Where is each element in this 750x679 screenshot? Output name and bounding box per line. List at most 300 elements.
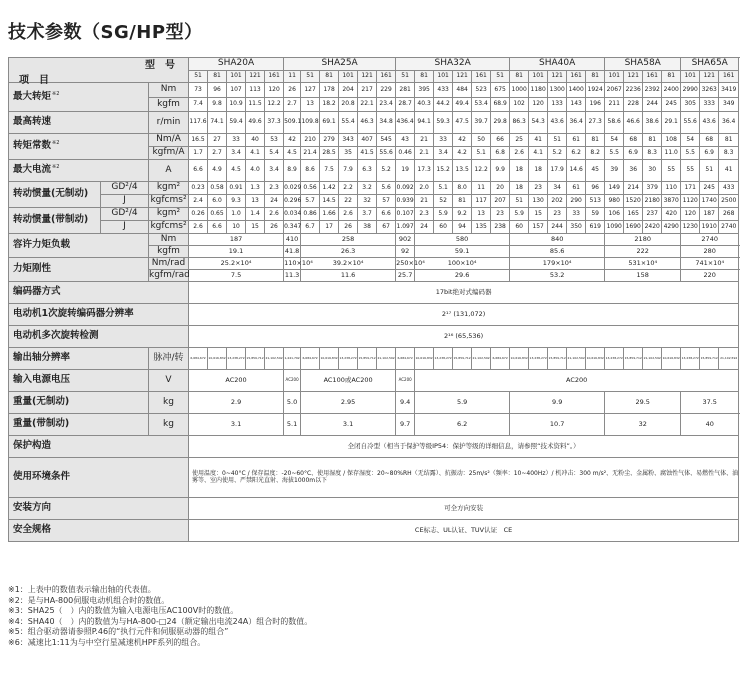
- unit-cell: A: [149, 160, 189, 182]
- row-label-text: 安装方向: [13, 502, 52, 514]
- value-cell: 1300: [548, 83, 567, 98]
- value-cell: 25.7: [396, 270, 415, 282]
- footnote-ref: ※2: [52, 164, 60, 171]
- value-cell: 2.95: [301, 392, 396, 414]
- value-cell: 5.6: [377, 182, 396, 195]
- value-cell: 26: [284, 83, 301, 98]
- row-out-res: [9, 348, 739, 370]
- value-cell: 0.029: [284, 182, 301, 195]
- value-cell: 12.2: [472, 160, 491, 182]
- value-cell: 117: [472, 195, 491, 208]
- ratio-header: 81: [415, 71, 434, 83]
- value-cell: 110: [662, 182, 681, 195]
- value-cell: 108: [662, 134, 681, 147]
- row-mounting: [9, 498, 739, 520]
- value-cell: 55.4: [339, 112, 358, 134]
- value-cell: 3.4: [265, 160, 284, 182]
- value-cell: 202: [548, 195, 567, 208]
- unit-cell: kgfcms²: [149, 221, 189, 234]
- value-cell: 13,238,272: [605, 348, 624, 370]
- value-cell: 5.5: [681, 147, 700, 160]
- value-cell: 34.8: [377, 112, 396, 134]
- row-label: [9, 348, 149, 370]
- value-cell: 4.5: [284, 147, 301, 160]
- value-cell: 58.6: [605, 112, 624, 134]
- row-label-text: 转矩常数: [13, 140, 52, 152]
- value-cell: 250×10⁴: [396, 258, 415, 270]
- value-cell: 54: [605, 134, 624, 147]
- value-cell: 32: [358, 195, 377, 208]
- value-cell: 5.7: [301, 195, 320, 208]
- value-cell: 38: [358, 221, 377, 234]
- value-cell: 18: [510, 182, 529, 195]
- value-cell: 73: [189, 83, 208, 98]
- value-cell: 513: [586, 195, 605, 208]
- value-cell: 1090: [605, 221, 624, 234]
- value-cell: 46.6: [624, 112, 643, 134]
- footnote-line: ※2：是与HA-800伺服电动机组合时的数值。: [8, 595, 170, 605]
- value-cell: 1.0: [227, 208, 246, 221]
- value-cell: 187: [189, 234, 284, 246]
- value-cell: 5.1: [472, 147, 491, 160]
- full-value-cell: 2¹⁶ (65,536): [189, 326, 739, 348]
- value-cell: 2.3: [415, 208, 434, 221]
- full-value-cell: 全闭自冷型（相当于保护等级IP54：保护等级的详细信息，请参照“技术资料”。）: [189, 436, 739, 458]
- value-cell: 135: [472, 221, 491, 234]
- row-label-text: 安全规格: [13, 524, 52, 536]
- value-cell: 21,102,592: [265, 348, 284, 370]
- value-cell: 9.9: [491, 160, 510, 182]
- value-cell: 94: [453, 221, 472, 234]
- ratio-header: 161: [567, 71, 586, 83]
- value-cell: 211: [605, 98, 624, 112]
- value-cell: 5.0: [284, 392, 301, 414]
- value-cell: 29.5: [605, 392, 681, 414]
- value-cell: 6.6: [377, 208, 396, 221]
- value-cell: 107: [227, 83, 246, 98]
- value-cell: AC200: [284, 370, 301, 392]
- value-cell: 8.6: [301, 160, 320, 182]
- value-cell: 1.3: [246, 182, 265, 195]
- value-cell: 1.42: [320, 182, 339, 195]
- value-cell: 2180: [605, 234, 681, 246]
- unit-cell: kgm²: [149, 182, 189, 195]
- value-cell: 6.8: [491, 147, 510, 160]
- value-cell: 0.347: [284, 221, 301, 234]
- full-value-cell: 使用温度：0~40°C / 保存温度：-20~60°C、使用湿度 / 保存湿度：20~80%RH（无结露）、抗振动：25m/s²（频率：10~400Hz）/ 机冲击：300 m/s²、无粉尘、金属粉、腐蚀性气体、易燃性气体、油雾等、室内使用、严禁阳光直射、海拔1000m以下: [189, 458, 739, 498]
- ratio-header: 121: [624, 71, 643, 83]
- ratio-header: 11: [284, 71, 301, 83]
- value-cell: 9.3: [227, 195, 246, 208]
- row-label: [9, 160, 149, 182]
- value-cell: 6.3: [358, 160, 377, 182]
- value-cell: 281: [396, 83, 415, 98]
- row-protection: [9, 436, 739, 458]
- value-cell: 1.66: [320, 208, 339, 221]
- value-cell: 3.4: [227, 147, 246, 160]
- row-label-text: 最高转速: [13, 116, 52, 128]
- value-cell: 22.1: [358, 98, 377, 112]
- value-cell: 10,616,832: [586, 348, 605, 370]
- row-label: [9, 326, 189, 348]
- value-cell: 20: [491, 182, 510, 195]
- value-cell: 43.6: [700, 112, 719, 134]
- value-cell: 13: [246, 195, 265, 208]
- ratio-header: 101: [434, 71, 453, 83]
- value-cell: 187: [700, 208, 719, 221]
- value-cell: 5.4: [265, 147, 284, 160]
- value-cell: 25: [510, 134, 529, 147]
- value-cell: 23: [548, 208, 567, 221]
- value-cell: 0.296: [284, 195, 301, 208]
- value-cell: 55: [662, 160, 681, 182]
- value-cell: 55.6: [377, 147, 396, 160]
- value-cell: 38.6: [643, 112, 662, 134]
- value-cell: 3.2: [358, 182, 377, 195]
- value-cell: 53.2: [510, 270, 605, 282]
- ratio-header: 101: [529, 71, 548, 83]
- footnote-line: ※3：SHA25（ ）内的数值为输入电源电压AC100V时的数值。: [8, 606, 239, 616]
- symbol-cell: GD²/4: [101, 182, 149, 195]
- value-cell: 2400: [662, 83, 681, 98]
- row-label: [9, 182, 101, 208]
- value-cell: 229: [377, 83, 396, 98]
- value-cell: 40: [246, 134, 265, 147]
- ratio-header: 161: [377, 71, 396, 83]
- value-cell: 2.6: [510, 147, 529, 160]
- value-cell: 0.86: [301, 208, 320, 221]
- row-label-text: 重量(带制动): [13, 418, 70, 430]
- value-cell: 110×10⁴: [284, 258, 301, 270]
- value-cell: 23.4: [377, 98, 396, 112]
- value-cell: 6,684,672: [189, 348, 208, 370]
- value-cell: 7.5: [189, 270, 284, 282]
- value-cell: 51: [510, 195, 529, 208]
- value-cell: 484: [453, 83, 472, 98]
- value-cell: 3263: [700, 83, 719, 98]
- value-cell: 15,859,712: [700, 348, 719, 370]
- value-cell: 33: [227, 134, 246, 147]
- value-cell: 47.5: [453, 112, 472, 134]
- value-cell: 39: [605, 160, 624, 182]
- value-cell: 220: [681, 270, 739, 282]
- value-cell: 245: [700, 182, 719, 195]
- value-cell: 52: [434, 195, 453, 208]
- value-cell: 5.9: [434, 208, 453, 221]
- value-cell: 0.034: [284, 208, 301, 221]
- value-cell: 41.5: [358, 147, 377, 160]
- value-cell: 127: [301, 83, 320, 98]
- value-cell: 3419: [719, 83, 739, 98]
- value-cell: 35: [339, 147, 358, 160]
- value-cell: 10,616,832: [320, 348, 339, 370]
- row-label: [9, 83, 149, 112]
- value-cell: 42: [453, 134, 472, 147]
- value-cell: 55: [681, 160, 700, 182]
- value-cell: 545: [377, 134, 396, 147]
- row-label-text: 转动惯量(带制动): [13, 214, 89, 226]
- value-cell: 57: [377, 195, 396, 208]
- value-cell: 28.7: [396, 98, 415, 112]
- ratio-header: 51: [189, 71, 208, 83]
- value-cell: 1910: [700, 221, 719, 234]
- row-label: [9, 112, 149, 134]
- value-cell: 15,859,712: [358, 348, 377, 370]
- value-cell: 37.3: [265, 112, 284, 134]
- value-cell: 5.9: [510, 208, 529, 221]
- ratio-header: 81: [662, 71, 681, 83]
- row-label-text: 输入电源电压: [13, 374, 71, 386]
- value-cell: 980: [605, 195, 624, 208]
- row-max-torque-nm: [9, 83, 739, 98]
- unit-cell: kgfm: [149, 246, 189, 258]
- row-voltage: [9, 370, 739, 392]
- value-cell: 3.1: [301, 414, 396, 436]
- value-cell: 53.4: [472, 98, 491, 112]
- value-cell: 675: [491, 83, 510, 98]
- value-cell: 1230: [681, 221, 700, 234]
- value-cell: 1400: [567, 83, 586, 98]
- value-cell: 258: [301, 234, 396, 246]
- row-label: [9, 370, 149, 392]
- value-cell: 34: [548, 182, 567, 195]
- value-cell: 2.6: [189, 221, 208, 234]
- value-cell: 165: [624, 208, 643, 221]
- value-cell: 0.91: [227, 182, 246, 195]
- value-cell: 214: [624, 182, 643, 195]
- value-cell: 5.5: [605, 147, 624, 160]
- value-cell: 29.6: [415, 270, 510, 282]
- row-label: [9, 498, 189, 520]
- value-cell: 5.1: [284, 414, 301, 436]
- value-cell: 2067: [605, 83, 624, 98]
- value-cell: 0.23: [189, 182, 208, 195]
- value-cell: 28.5: [320, 147, 339, 160]
- value-cell: 106: [605, 208, 624, 221]
- value-cell: 13,238,272: [339, 348, 358, 370]
- value-cell: 68: [624, 134, 643, 147]
- row-safety: [9, 520, 739, 542]
- row-allow-load-nm: [9, 234, 739, 246]
- value-cell: 54.3: [529, 112, 548, 134]
- unit-cell: Nm: [149, 83, 189, 98]
- value-cell: 7.5: [320, 160, 339, 182]
- full-value-cell: 17bit绝对式编码器: [189, 282, 739, 304]
- value-cell: 5.9: [415, 392, 510, 414]
- value-cell: 244: [643, 98, 662, 112]
- footnote-ref: ※2: [52, 140, 60, 147]
- value-cell: 149: [605, 182, 624, 195]
- unit-cell: Nm: [149, 234, 189, 246]
- unit-cell: Nm/rad: [149, 258, 189, 270]
- unit-cell: V: [149, 370, 189, 392]
- value-cell: 210: [301, 134, 320, 147]
- value-cell: 15,859,712: [246, 348, 265, 370]
- value-cell: 4.0: [246, 160, 265, 182]
- ratio-header: 121: [358, 71, 377, 83]
- value-cell: 13: [472, 208, 491, 221]
- unit-cell: 脉冲/转: [149, 348, 189, 370]
- unit-cell: kg: [149, 392, 189, 414]
- unit-cell: kg: [149, 414, 189, 436]
- value-cell: 4.1: [529, 147, 548, 160]
- value-cell: 40: [681, 414, 739, 436]
- row-inertia-nb-gd: [9, 182, 739, 195]
- value-cell: 59.3: [434, 112, 453, 134]
- value-cell: 436.4: [396, 112, 415, 134]
- value-cell: 96: [586, 182, 605, 195]
- value-cell: 4.1: [246, 147, 265, 160]
- value-cell: 407: [358, 134, 377, 147]
- row-label: [9, 134, 149, 160]
- value-cell: 2.9: [189, 392, 284, 414]
- value-cell: 11.6: [301, 270, 396, 282]
- value-cell: 45: [586, 160, 605, 182]
- footnotes: [8, 585, 312, 649]
- footnote-line: ※4：SHA40（ ）内的数值为与HA-800-□24（额定输出电流24A）组合时的数值。: [8, 616, 313, 626]
- value-cell: 0.092: [396, 182, 415, 195]
- value-cell: 6.9: [624, 147, 643, 160]
- row-label: [9, 414, 149, 436]
- value-cell: 113: [246, 83, 265, 98]
- value-cell: 25.2×10⁴: [189, 258, 284, 270]
- value-cell: 6.7: [301, 221, 320, 234]
- value-cell: 44.2: [434, 98, 453, 112]
- value-cell: 2180: [643, 195, 662, 208]
- value-cell: 343: [339, 134, 358, 147]
- value-cell: 4.2: [453, 147, 472, 160]
- value-cell: 3.1: [189, 414, 284, 436]
- value-cell: 37.5: [681, 392, 739, 414]
- row-weight_brake: [9, 414, 739, 436]
- value-cell: 14.6: [567, 160, 586, 182]
- value-cell: 32: [605, 414, 681, 436]
- model-header: SHA25A: [284, 58, 396, 71]
- ratio-header: 121: [700, 71, 719, 83]
- value-cell: 580: [415, 234, 510, 246]
- value-cell: 196: [586, 98, 605, 112]
- value-cell: 23: [491, 208, 510, 221]
- value-cell: 3870: [662, 195, 681, 208]
- value-cell: 6.0: [208, 195, 227, 208]
- value-cell: 395: [415, 83, 434, 98]
- value-cell: 244: [548, 221, 567, 234]
- value-cell: 8.3: [643, 147, 662, 160]
- row-label: [9, 234, 149, 258]
- value-cell: 1120: [681, 195, 700, 208]
- value-cell: 15: [246, 221, 265, 234]
- value-cell: 2.1: [415, 147, 434, 160]
- row-stiffness-nmrad: [9, 258, 739, 270]
- value-cell: 11.0: [662, 147, 681, 160]
- value-cell: 523: [472, 83, 491, 98]
- value-cell: 6,684,672: [301, 348, 320, 370]
- value-cell: 4.5: [227, 160, 246, 182]
- value-cell: 43.6: [548, 112, 567, 134]
- value-cell: 29.1: [662, 112, 681, 134]
- value-cell: 21: [415, 195, 434, 208]
- row-label-text: 容许力矩负载: [13, 239, 71, 251]
- unit-cell: kgfm/A: [149, 147, 189, 160]
- ratio-header: 51: [396, 71, 415, 83]
- value-cell: 50: [472, 134, 491, 147]
- page-title: 技术参数（SG/HP型）: [8, 22, 203, 43]
- value-cell: 66: [491, 134, 510, 147]
- value-cell: 1,441,792: [284, 348, 301, 370]
- value-cell: 51: [548, 134, 567, 147]
- symbol-cell: J: [101, 195, 149, 208]
- value-cell: 24: [265, 195, 284, 208]
- value-cell: 26: [339, 221, 358, 234]
- value-cell: 21,102,592: [567, 348, 586, 370]
- value-cell: 2.6: [265, 208, 284, 221]
- footnote-line: ※1：上表中的数值表示输出轴的代表值。: [8, 585, 156, 594]
- value-cell: 54: [681, 134, 700, 147]
- value-cell: 0.939: [396, 195, 415, 208]
- value-cell: 305: [681, 98, 700, 112]
- value-cell: 5.1: [434, 182, 453, 195]
- value-cell: 9.9: [510, 392, 605, 414]
- row-label: [9, 520, 189, 542]
- value-cell: 21,102,592: [643, 348, 662, 370]
- value-cell: 24: [415, 221, 434, 234]
- value-cell: 9.7: [396, 414, 415, 436]
- row-label-text: 输出轴分辨率: [13, 352, 71, 364]
- value-cell: 6.6: [208, 221, 227, 234]
- value-cell: 8.2: [586, 147, 605, 160]
- value-cell: 42: [284, 134, 301, 147]
- value-cell: 61: [567, 182, 586, 195]
- value-cell: 13: [301, 98, 320, 112]
- value-cell: 43: [396, 134, 415, 147]
- value-cell: 33: [434, 134, 453, 147]
- model-header: SHA65A: [681, 58, 739, 71]
- value-cell: 14.5: [320, 195, 339, 208]
- value-cell: 7.4: [189, 98, 208, 112]
- value-cell: 81: [453, 195, 472, 208]
- unit-cell: r/min: [149, 112, 189, 134]
- value-cell: 840: [510, 234, 605, 246]
- value-cell: 4290: [662, 221, 681, 234]
- value-cell: 238: [491, 221, 510, 234]
- row-label-text: 最大转矩: [13, 90, 52, 102]
- value-cell: 17: [320, 221, 339, 234]
- ratio-header: 161: [265, 71, 284, 83]
- value-cell: 120: [529, 98, 548, 112]
- value-cell: 18.2: [320, 98, 339, 112]
- value-cell: 10,616,832: [415, 348, 434, 370]
- value-cell: 130: [529, 195, 548, 208]
- value-cell: 59: [586, 208, 605, 221]
- value-cell: 6,684,672: [491, 348, 510, 370]
- value-cell: 10,616,832: [208, 348, 227, 370]
- value-cell: 290: [567, 195, 586, 208]
- ratio-header: 101: [681, 71, 700, 83]
- row-label: [9, 458, 189, 498]
- value-cell: 1180: [529, 83, 548, 98]
- value-cell: 29.8: [491, 112, 510, 134]
- value-cell: 10.7: [510, 414, 605, 436]
- value-cell: 20.8: [339, 98, 358, 112]
- item-header-label: 项 目: [19, 75, 49, 86]
- value-cell: 67: [377, 221, 396, 234]
- value-cell: 55.6: [681, 112, 700, 134]
- ratio-header: 81: [208, 71, 227, 83]
- value-cell: 13,238,272: [434, 348, 453, 370]
- value-cell: 0.65: [208, 208, 227, 221]
- value-cell: 2392: [643, 83, 662, 98]
- row-label-text: 转动惯量(无制动): [13, 188, 89, 200]
